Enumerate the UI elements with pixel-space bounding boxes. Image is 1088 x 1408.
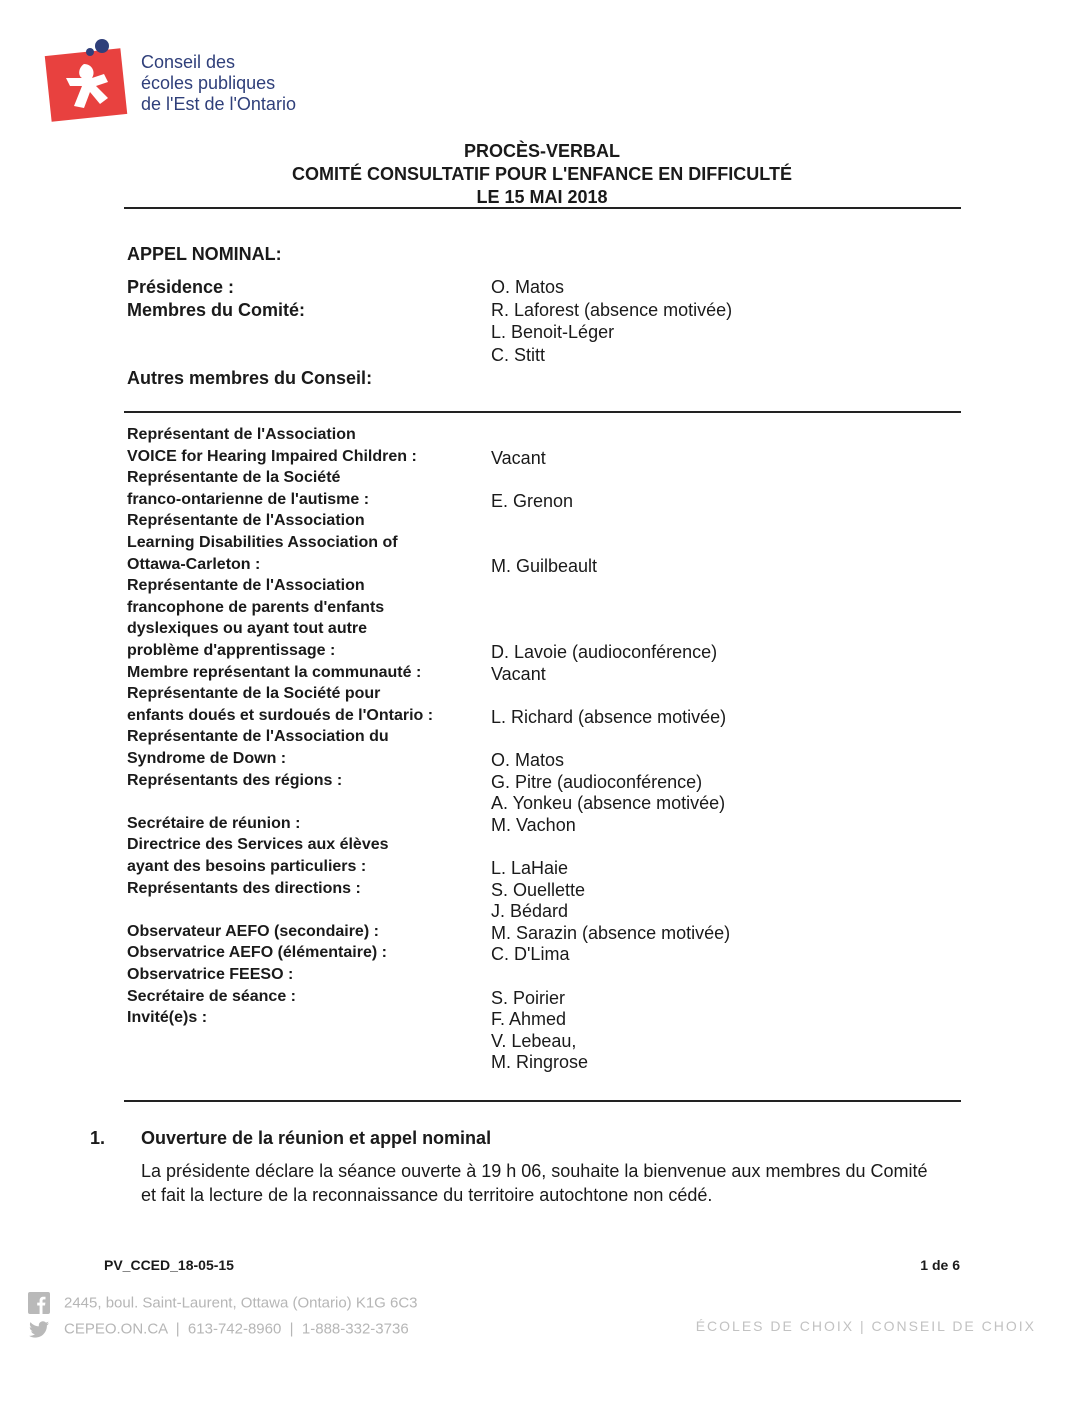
representative-label: francophone de parents d'enfants [127, 598, 385, 616]
representative-label: problème d'apprentissage : [127, 642, 336, 659]
representative-value: Vacant [491, 447, 546, 468]
representative-value: A. Yonkeu (absence motivée) [491, 793, 726, 814]
org-logo [44, 38, 344, 122]
facebook-icon[interactable] [28, 1292, 50, 1314]
representative-value: M. Sarazin (absence motivée) [491, 922, 731, 943]
representative-label: Représentante de l'Association [127, 512, 365, 530]
section-title: Ouverture de la réunion et appel nominal [141, 1128, 492, 1148]
representative-value: Vacant [491, 663, 546, 684]
representative-label: Représentante de l'Association du [127, 728, 389, 746]
title-line-2: COMITÉ CONSULTATIF POUR L'ENFANCE EN DIFFICULTÉ [292, 164, 792, 184]
representative-label: Représentante de l'Association [127, 577, 365, 595]
divider-bottom [124, 1100, 961, 1102]
representative-value: V. Lebeau, [491, 1030, 577, 1051]
representative-value: S. Poirier [491, 987, 566, 1008]
page-number: 1 de 6 [920, 1257, 960, 1273]
representative-label: franco-ontarienne de l'autisme : [127, 490, 370, 508]
representative-label: Directrice des Services aux élèves [127, 836, 389, 854]
autres-membres-label: Autres membres du Conseil: [127, 368, 373, 388]
twitter-icon[interactable] [28, 1318, 50, 1340]
footer-contact: CEPEO.ON.CA | 613-742-8960 | 1-888-332-3736 [64, 1320, 409, 1338]
section-body: La présidente déclare la séance ouverte à 19 h 06, souhaite la bienvenue aux membres du Comité et fait la lecture de la reconnaissance du territoire autochtone non cédé. [141, 1161, 928, 1205]
representative-label: Invité(e)s : [127, 1009, 208, 1027]
representative-value: F. Ahmed [491, 1009, 567, 1030]
representative-label: enfants doués et surdoués de l'Ontario : [127, 706, 434, 724]
representative-label: Représentants des régions : [127, 771, 343, 789]
representative-label: Représentante de la Société [127, 469, 341, 487]
representative-label: Observatrice FEESO : [127, 966, 294, 983]
representative-label: Représentants des directions : [127, 879, 361, 897]
divider-middle [124, 411, 961, 413]
representative-label: Représentante de la Société pour [127, 685, 381, 703]
representative-value: C. D'Lima [491, 944, 570, 965]
representative-label: Ottawa-Carleton : [127, 555, 261, 573]
representative-label: ayant des besoins particuliers : [127, 858, 367, 875]
representative-value: L. LaHaie [491, 858, 569, 878]
representative-value: E. Grenon [491, 490, 574, 511]
representative-value: M. Vachon [491, 814, 576, 835]
org-name [141, 52, 296, 115]
presidence-label: Présidence : [127, 277, 235, 297]
title-line-3: LE 15 MAI 2018 [476, 187, 608, 207]
org-name-line-3: de l'Est de l'Ontario [141, 94, 296, 114]
document-title [124, 140, 960, 209]
org-name-line-1: Conseil des [141, 52, 236, 72]
representative-value: S. Ouellette [491, 879, 586, 900]
representative-value: M. Ringrose [491, 1052, 589, 1073]
representative-value: M. Guilbeault [491, 555, 598, 576]
cepeo-logo-icon [44, 38, 130, 122]
footer-contact-line [28, 1318, 409, 1340]
membres-value: R. Laforest (absence motivée) [491, 300, 733, 320]
representative-label: dyslexiques ou ayant tout autre [127, 620, 368, 638]
representative-label: Secrétaire de réunion : [127, 814, 301, 832]
representative-value: D. Lavoie (audioconférence) [491, 642, 718, 662]
representative-label: Learning Disabilities Association of [127, 534, 398, 551]
representative-label: VOICE for Hearing Impaired Children : [127, 447, 417, 465]
presidence-value: O. Matos [491, 277, 565, 297]
representative-value: G. Pitre (audioconférence) [491, 771, 703, 792]
footer-address-line [28, 1292, 418, 1314]
representative-value: O. Matos [491, 750, 565, 770]
membres-value: C. Stitt [491, 345, 546, 365]
representative-label: Membre représentant la communauté : [127, 663, 422, 681]
representative-label: Observatrice AEFO (élémentaire) : [127, 944, 387, 962]
representative-label: Représentant de l'Association [127, 426, 356, 443]
divider-top [124, 207, 961, 209]
membres-label: Membres du Comité: [127, 300, 306, 320]
membres-value: L. Benoit-Léger [491, 322, 615, 342]
footer-address: 2445, boul. Saint-Laurent, Ottawa (Ontario) K1G 6C3 [64, 1294, 418, 1312]
representative-label: Observateur AEFO (secondaire) : [127, 922, 379, 940]
representative-value: L. Richard (absence motivée) [491, 706, 727, 727]
org-name-line-2: écoles publiques [141, 73, 276, 93]
document-reference: PV_CCED_18-05-15 [104, 1257, 234, 1273]
footer-slogan: ÉCOLES DE CHOIX | CONSEIL DE CHOIX [695, 1318, 1036, 1334]
representative-value: J. Bédard [491, 901, 569, 922]
roll-call-heading: APPEL NOMINAL: [127, 244, 282, 264]
section-number: 1. [90, 1128, 106, 1148]
representative-label: Secrétaire de séance : [127, 987, 296, 1005]
representative-label: Syndrome de Down : [127, 750, 287, 767]
title-line-1: PROCÈS-VERBAL [463, 141, 620, 161]
